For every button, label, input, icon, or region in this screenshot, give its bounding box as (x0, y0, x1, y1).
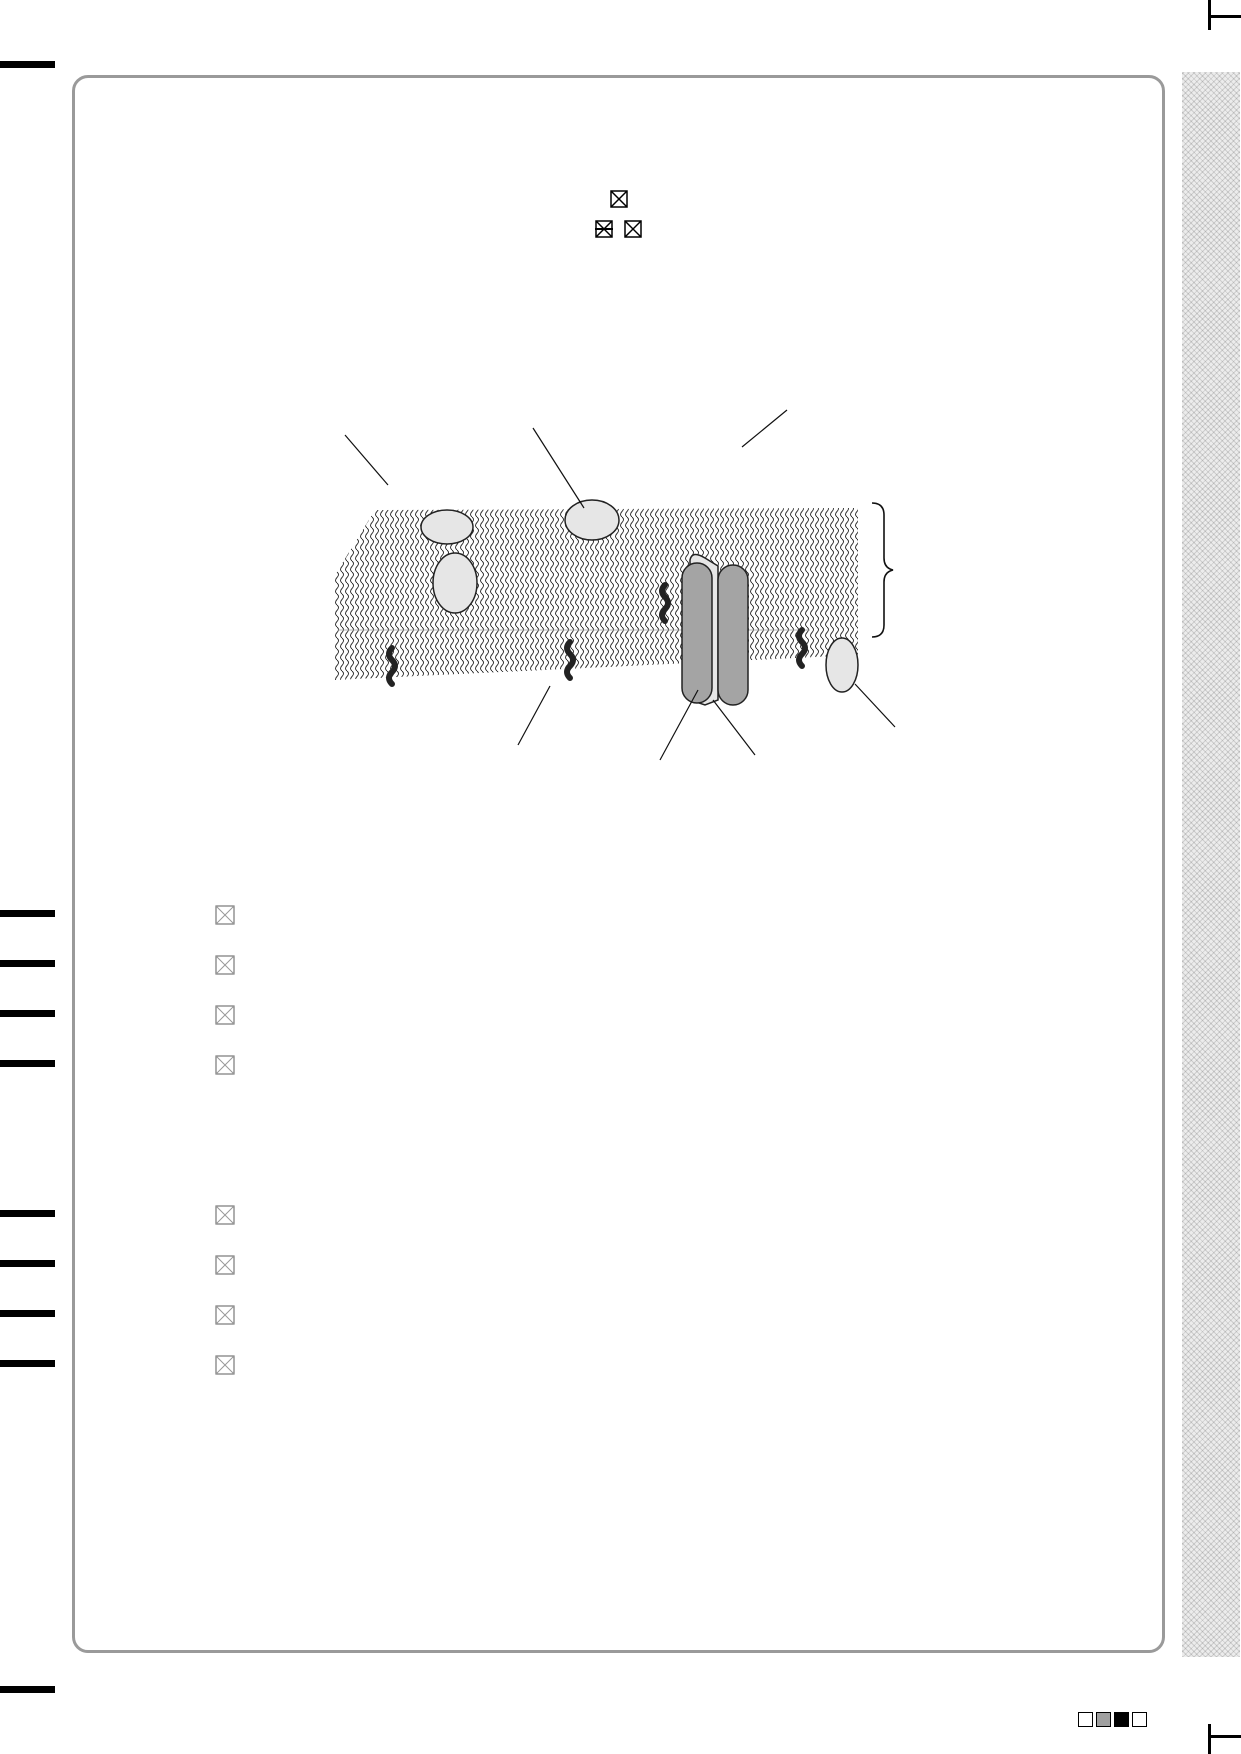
registration-mark (0, 910, 55, 917)
protein-s (826, 638, 858, 692)
answer-checkbox-icon[interactable] (215, 1305, 235, 1325)
print-square-grey (1096, 1712, 1111, 1727)
answer-checkbox-icon[interactable] (215, 905, 235, 925)
print-square-white (1132, 1712, 1147, 1727)
print-square-white (1078, 1712, 1093, 1727)
cell-membrane-diagram (0, 0, 1241, 800)
registration-mark (0, 1310, 55, 1317)
answer-checkbox-icon[interactable] (215, 1255, 235, 1275)
protein-top-layer (433, 553, 477, 613)
channel-protein-t-u (682, 554, 748, 705)
registration-mark (0, 1210, 55, 1217)
registration-mark (0, 960, 55, 967)
crop-mark (1208, 1724, 1211, 1754)
registration-mark (0, 1060, 55, 1067)
peripheral-protein (421, 510, 473, 544)
registration-mark (0, 1010, 55, 1017)
barcode (393, 1678, 845, 1718)
answer-checkbox-icon[interactable] (215, 955, 235, 975)
crop-mark (1208, 1735, 1241, 1738)
answer-checkbox-icon[interactable] (215, 1005, 235, 1025)
bracket-r (872, 503, 893, 637)
registration-mark (0, 1360, 55, 1367)
answer-checkbox-icon[interactable] (215, 1055, 235, 1075)
registration-mark (0, 1260, 55, 1267)
registration-mark (0, 1686, 55, 1693)
glycoprotein-q (565, 500, 619, 540)
print-square-black (1114, 1712, 1129, 1727)
answer-checkbox-icon[interactable] (215, 1355, 235, 1375)
answer-checkbox-icon[interactable] (215, 1205, 235, 1225)
